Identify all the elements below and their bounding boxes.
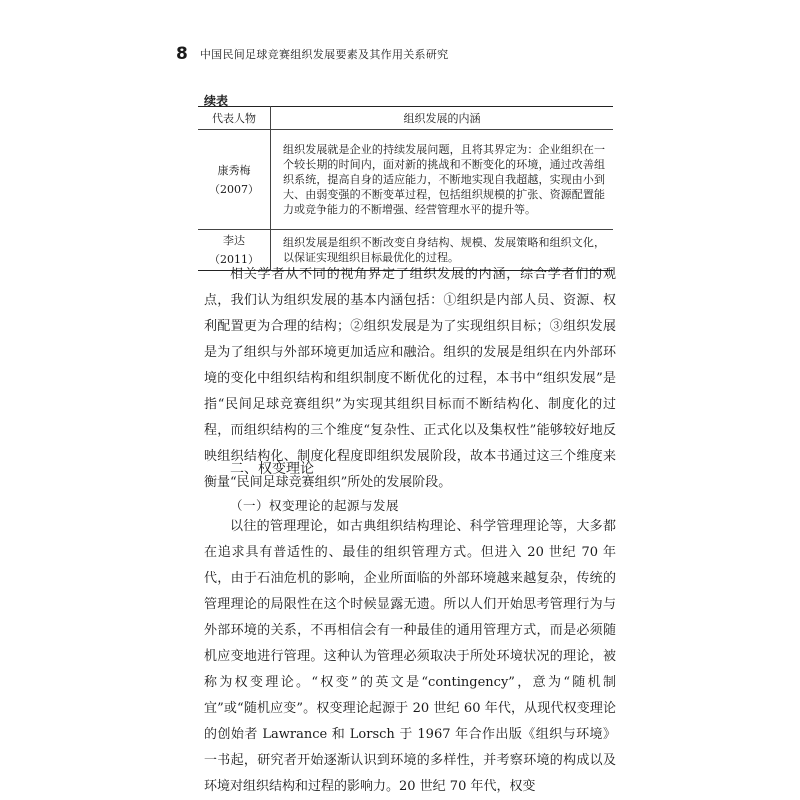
page-header [176, 40, 626, 64]
paragraph-text: 相关学者从不同的视角界定了组织发展的内涵，综合学者们的观点，我们认为组织发展的基本内涵包括：①组织是内部人员、资源、权利配置更为合理的结构；②组织发展是为了实现组织目标；③组织发展是为了组织与外部环境更加适应和融洽。组织的发展是组织在内外部环境的变化中组织结构和组织制度不断优化的过程，本书中“组织发展”是指“民间足球竞赛组织”为实现其组织目标而不断结构化、制度化的过程，而组织结构的三个维度“复杂性、正式化以及集权性”能够较好地反映组织结构化、制度化程度即组织发展阶段，故本书通过这三个维度来衡量“民间足球竞赛组织”所处的发展阶段。 [204, 267, 616, 490]
definition-table [198, 106, 613, 271]
author-year: （2011） [209, 253, 259, 266]
section-heading: 二、权变理论 [230, 461, 314, 477]
column-header-definition: 组织发展的内涵 [271, 107, 614, 130]
paragraph-text: 以往的管理理论，如古典组织结构理论、科学管理理论等，大多都在追求具有普适性的、最佳的组织管理方式。但进入 20 世纪 70 年代，由于石油危机的影响，企业所面临的外部环境越来越复杂，传统的管理理论的局限性在这个时候显露无遗。所以人们开始思考管理行为与外部环境的关系，不再相信会有一种最佳的通用管理方式，而是必须随机应变地进行管理。这种认为管理必须取决于所处环境状况的理论，被称为权变理论。“权变”的英文是“contingency”，意为“随机制宜”或“随机应变”。权变理论起源于 20 世纪 60 年代，从现代权变理论的创始者 Lawrance 和 Lorsch 于 1967 年合作出版《组织与环境》一书起，研究者开始逐渐认识到环境的多样性，并考察环境的构成以及环境对组织结构和过程的影响力。20 世纪 70 年代，权变 [204, 519, 616, 794]
definition-cell: 组织发展是组织不断改变自身结构、规模、发展策略和组织文化，以保证实现组织目标最优化的过程。 [271, 230, 614, 271]
subsection-heading: （一）权变理论的起源与发展 [230, 498, 400, 513]
author-name: 康秀梅 [217, 163, 251, 177]
author-name: 李达 [223, 234, 245, 247]
page-number: 8 [176, 44, 188, 64]
table-continued-label: 续表 [204, 94, 229, 108]
running-head: 中国民间足球竞赛组织发展要素及其作用关系研究 [199, 48, 449, 61]
body-paragraph-2 [204, 514, 616, 800]
author-year: （2007） [209, 182, 259, 196]
table-row [198, 130, 613, 230]
author-cell [198, 130, 271, 230]
definition-cell: 组织发展就是企业的持续发展问题，且将其界定为：企业组织在一个较长期的时间内，面对新的挑战和不断变化的环境，通过改善组织系统，提高自身的适应能力，不断地实现自我超越，实现由小到大、由弱变强的不断变革过程，包括组织规模的扩张、资源配置能力或竞争能力的不断增强、经营管理水平的提升等。 [271, 130, 614, 230]
column-header-author: 代表人物 [198, 107, 271, 130]
table-header-row [198, 107, 613, 130]
